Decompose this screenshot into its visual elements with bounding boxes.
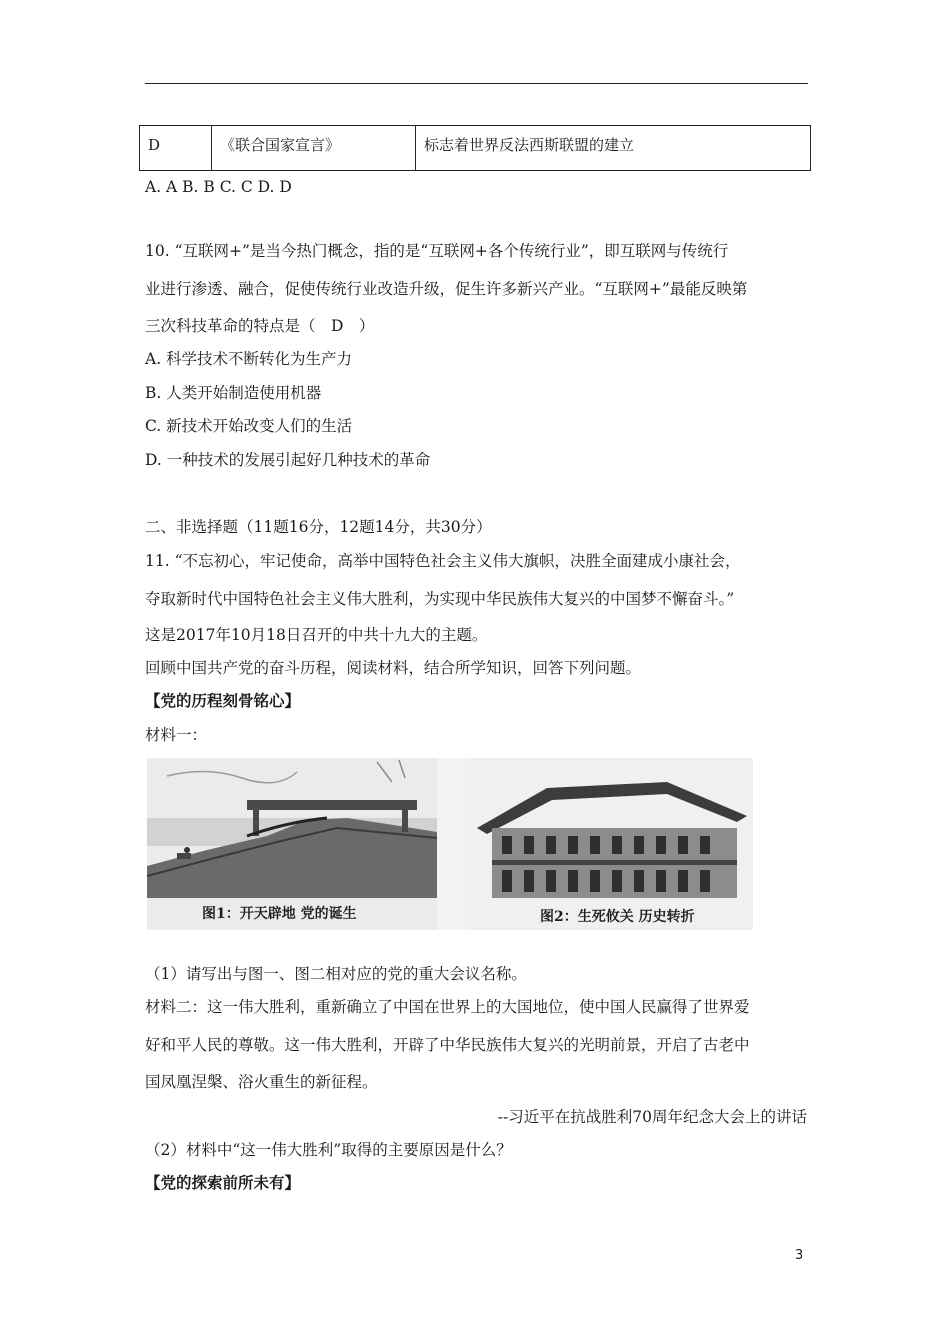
- material2-attribution: --习近平在抗战胜利70周年纪念大会上的讲话: [497, 1108, 807, 1126]
- q10-stem-line: 业进行渗透、融合，促使传统行业改造升级，促生许多新兴产业。“互联网+”最能反映第: [145, 280, 748, 298]
- answer-table-row: [139, 125, 811, 171]
- table-cell-significance: 标志着世界反法西斯联盟的建立: [424, 136, 635, 154]
- q11-intro-line: 夺取新时代中国特色社会主义伟大胜利，为实现中华民族伟大复兴的中国梦不懈奋斗。”: [145, 590, 735, 608]
- q11-sub1: （1）请写出与图一、图二相对应的党的重大会议名称。: [145, 965, 527, 983]
- q11-sub2: （2）材料中“这一伟大胜利”取得的主要原因是什么？: [145, 1141, 512, 1159]
- material2-line: 好和平人民的尊敬。这一伟大胜利，开辟了中华民族伟大复兴的光明前景，开启了古老中: [145, 1036, 750, 1054]
- material2-line: 材料二：这一伟大胜利，重新确立了中国在世界上的大国地位，使中国人民赢得了世界爱: [145, 998, 750, 1016]
- q11-intro-line: 回顾中国共产党的奋斗历程，阅读材料，结合所学知识，回答下列问题。: [145, 659, 642, 677]
- figure2-building-illustration: [467, 758, 753, 930]
- figure1-caption: 图1：开天辟地 党的诞生: [202, 906, 357, 922]
- material2-line: 国凤凰涅槃、浴火重生的新征程。: [145, 1073, 378, 1091]
- q10-option-d: D. 一种技术的发展引起好几种技术的革命: [145, 451, 431, 469]
- figure2-caption: 图2：生死攸关 历史转折: [540, 909, 695, 925]
- figure1-boat-illustration: [147, 758, 437, 930]
- q9-options: A. A B. B C. C D. D: [145, 178, 292, 196]
- material1-label: 材料一：: [145, 726, 208, 744]
- heading-party-exploration: 【党的探索前所未有】: [145, 1173, 301, 1192]
- header-rule: [145, 83, 808, 84]
- material1-figures: [147, 758, 753, 930]
- q10-option-a: A. 科学技术不断转化为生产力: [145, 350, 353, 368]
- page-number: 3: [795, 1248, 804, 1263]
- q10-stem-line: 三次科技革命的特点是（ D ）: [145, 317, 375, 335]
- heading-party-history: 【党的历程刻骨铭心】: [145, 691, 301, 710]
- q10-stem-line: 10. “互联网+”是当今热门概念，指的是“互联网+各个传统行业”，即互联网与传统行: [145, 242, 729, 260]
- q10-option-b: B. 人类开始制造使用机器: [145, 384, 322, 402]
- q11-intro-line: 这是2017年10月18日召开的中共十九大的主题。: [145, 626, 488, 644]
- q10-option-c: C. 新技术开始改变人们的生活: [145, 417, 353, 435]
- section2-title: 二、非选择题（11题16分，12题14分，共30分）: [145, 518, 492, 536]
- table-cell-document: 《联合国家宣言》: [212, 126, 416, 170]
- q11-intro-line: 11. “不忘初心，牢记使命，高举中国特色社会主义伟大旗帜，决胜全面建成小康社会，: [145, 552, 741, 570]
- table-cell-option: D: [140, 126, 212, 170]
